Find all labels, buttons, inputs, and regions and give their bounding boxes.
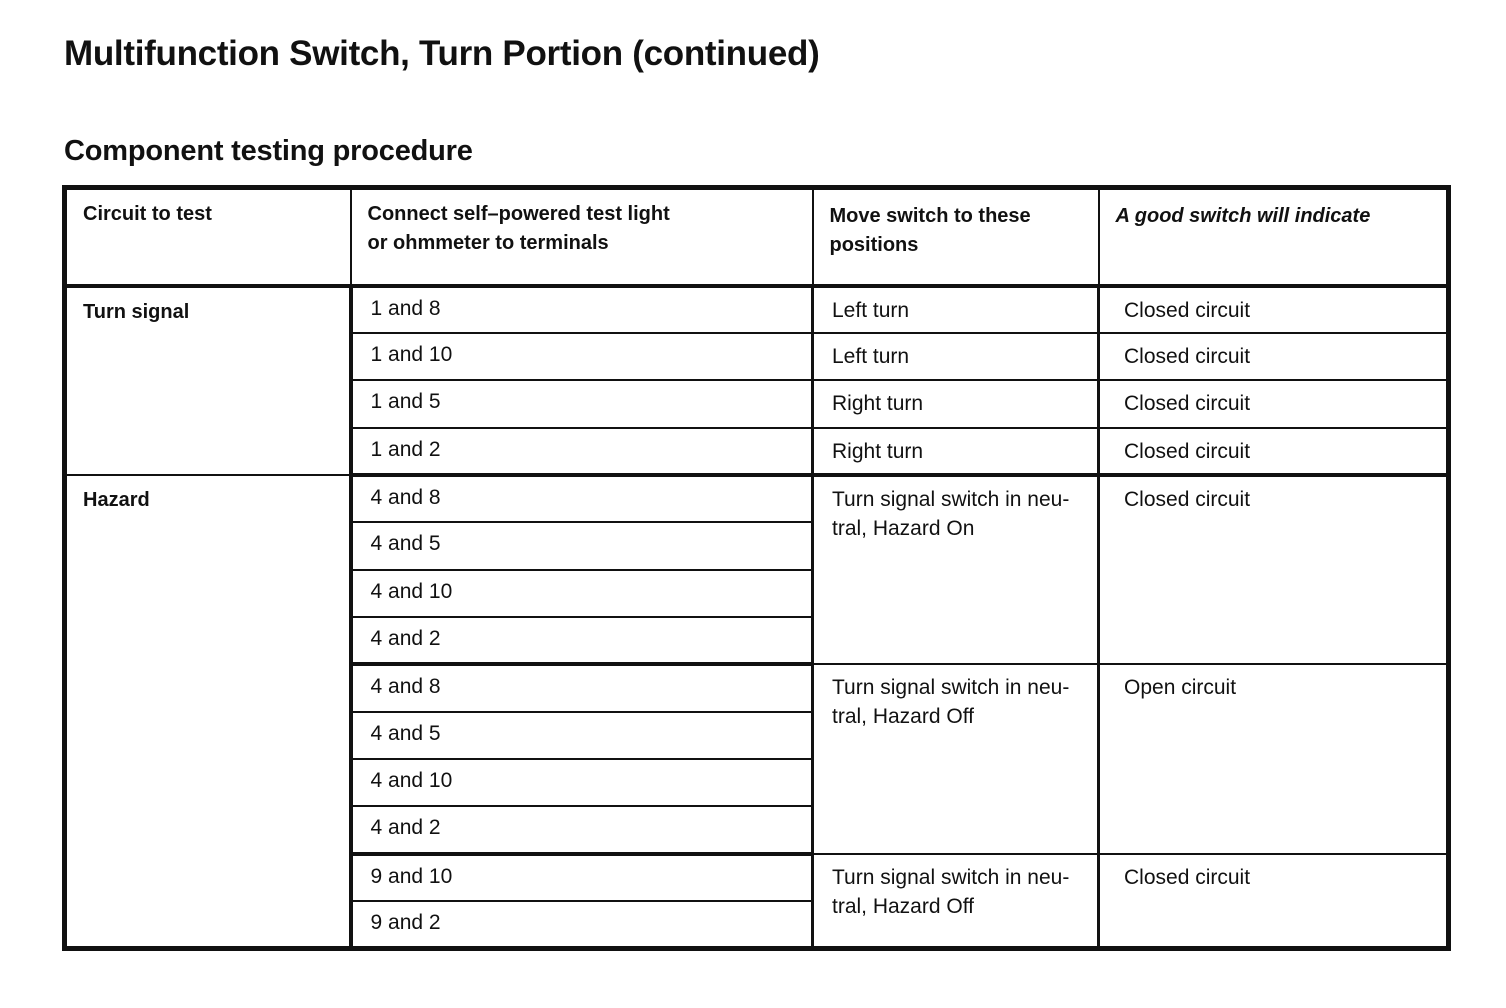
- position-cell: [813, 475, 1099, 664]
- indication-cell: Closed circuit: [1099, 286, 1449, 333]
- position-line1: Turn signal switch in neu-: [832, 865, 1070, 889]
- position-cell: [813, 854, 1099, 949]
- header-terminals-line1: Connect self–powered test light: [367, 203, 670, 225]
- terminals-cell: 1 and 8: [351, 286, 813, 333]
- position-line2: tral, Hazard Off: [832, 894, 974, 918]
- position-cell: [813, 664, 1099, 853]
- terminals-cell: 4 and 10: [351, 570, 813, 617]
- terminals-cell: 9 and 10: [351, 854, 813, 901]
- table-row: [65, 475, 1449, 522]
- position-line1: Turn signal switch in neu-: [832, 676, 1070, 700]
- terminals-cell: 1 and 2: [351, 428, 813, 475]
- terminals-cell: 4 and 2: [351, 806, 813, 853]
- terminals-cell: 4 and 5: [351, 712, 813, 759]
- header-circuit: Circuit to test: [65, 188, 351, 286]
- section-title: Component testing procedure: [64, 135, 473, 167]
- header-move-line1: Move switch to these: [829, 205, 1031, 227]
- circuit-turn-signal: Turn signal: [65, 286, 351, 475]
- circuit-hazard: Hazard: [65, 475, 351, 949]
- position-cell: Left turn: [813, 333, 1099, 380]
- terminals-cell: 4 and 5: [351, 522, 813, 569]
- position-cell: Left turn: [813, 286, 1099, 333]
- terminals-cell: 4 and 10: [351, 759, 813, 806]
- terminals-cell: 4 and 8: [351, 664, 813, 711]
- position-line2: tral, Hazard Off: [832, 705, 974, 729]
- indication-cell: Closed circuit: [1099, 380, 1449, 427]
- terminals-cell: 4 and 2: [351, 617, 813, 664]
- terminals-cell: 1 and 10: [351, 333, 813, 380]
- header-terminals: [351, 188, 813, 286]
- page-title: Multifunction Switch, Turn Portion (continued): [64, 34, 820, 73]
- component-testing-table: [62, 185, 1451, 951]
- header-indication: [1099, 188, 1449, 286]
- indication-cell: Closed circuit: [1099, 475, 1449, 664]
- header-terminals-line2: or ohmmeter to terminals: [367, 232, 609, 254]
- header-indication-text: A good switch will indicate: [1115, 205, 1371, 227]
- header-move-line2: positions: [829, 234, 919, 256]
- indication-cell: Closed circuit: [1099, 854, 1449, 949]
- header-move-switch: [813, 188, 1099, 286]
- position-line2: tral, Hazard On: [832, 516, 975, 540]
- indication-cell: Open circuit: [1099, 664, 1449, 853]
- position-cell: Right turn: [813, 428, 1099, 475]
- indication-cell: Closed circuit: [1099, 428, 1449, 475]
- terminals-cell: 9 and 2: [351, 901, 813, 949]
- terminals-cell: 4 and 8: [351, 475, 813, 522]
- table-row: [65, 286, 1449, 333]
- position-line1: Turn signal switch in neu-: [832, 487, 1070, 511]
- indication-cell: Closed circuit: [1099, 333, 1449, 380]
- table-header-row: [65, 188, 1449, 286]
- position-cell: Right turn: [813, 380, 1099, 427]
- terminals-cell: 1 and 5: [351, 380, 813, 427]
